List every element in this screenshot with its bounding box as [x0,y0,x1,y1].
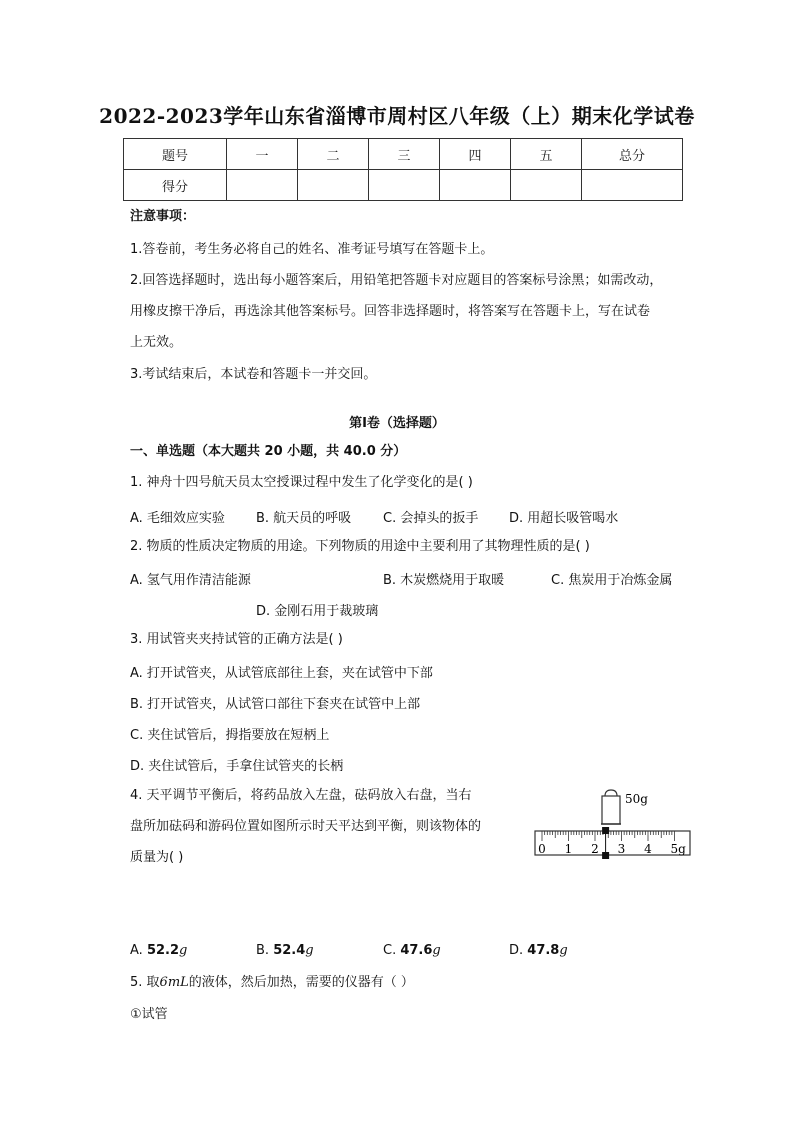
q1-option-c[interactable]: C. 会掉头的扳手 [383,511,479,526]
q4-option-d-unit: g [559,943,568,958]
score-header-cell: 四 [440,139,511,170]
q5-stem-suffix: 的液体，然后加热，需要的仪器有（ ） [188,975,414,990]
notes-heading: 注意事项： [130,209,196,224]
q3-option-c[interactable]: C. 夹住试管后，拇指要放在短柄上 [130,728,330,743]
score-cell[interactable] [511,170,582,201]
q3-option-b[interactable]: B. 打开试管夹，从试管口部往下套夹在试管中上部 [130,697,421,712]
q5-stem-amount: 6mL [159,975,189,990]
weight-label: 50g [625,792,648,806]
score-cell[interactable] [440,170,511,201]
score-header-cell: 总分 [582,139,683,170]
q5-stem-prefix: 5. 取 [130,975,160,990]
q5-item: ①试管 [130,1007,168,1022]
q2-option-c[interactable]: C. 焦炭用于冶炼金属 [551,573,673,588]
part-heading: 一、单选题（本大题共 20 小题，共 40.0 分） [130,444,407,459]
beam-label: 4 [644,842,652,856]
score-table-header-row [124,139,683,170]
notes-line: 2.回答选择题时，选出每小题答案后，用铅笔把答题卡对应题目的答案标号涂黑；如需改动， [130,273,663,288]
q4-option-b[interactable] [256,943,314,958]
weight-icon [601,790,621,824]
score-cell[interactable] [369,170,440,201]
q3-option-a[interactable]: A. 打开试管夹，从试管底部往上套，夹在试管中下部 [130,666,433,681]
score-header-cell: 五 [511,139,582,170]
score-table [123,138,683,201]
score-cell[interactable] [298,170,369,201]
q1-option-a[interactable]: A. 毛细效应实验 [130,511,225,526]
q4-option-a-unit: g [179,943,188,958]
question-4-stem-line: 4. 天平调节平衡后，将药品放入左盘，砝码放入右盘，当右 [130,788,472,803]
q4-option-d[interactable] [509,943,568,958]
notes-line: 1.答卷前，考生务必将自己的姓名、准考证号填写在答题卡上。 [130,242,494,257]
q2-option-a[interactable]: A. 氢气用作清洁能源 [130,573,251,588]
q4-option-c-unit: g [432,943,441,958]
q4-option-b-prefix: B. [256,943,274,958]
score-table-score-row [124,170,683,201]
q1-option-d[interactable]: D. 用超长吸管喝水 [509,511,619,526]
q4-option-b-unit: g [305,943,314,958]
q4-option-b-value: 52.4 [273,943,306,958]
question-3-stem: 3. 用试管夹夹持试管的正确方法是( ) [130,632,343,647]
q1-option-b[interactable]: B. 航天员的呼吸 [256,511,352,526]
question-4-stem-line: 盘所加砝码和游码位置如图所示时天平达到平衡，则该物体的 [130,819,482,834]
score-cell[interactable] [582,170,683,201]
q4-option-d-prefix: D. [509,943,528,958]
question-2-stem: 2. 物质的性质决定物质的用途。下列物质的用途中主要利用了其物理性质的是( ) [130,539,590,554]
notes-line: 用橡皮擦干净后，再选涂其他答案标号。回答非选择题时，将答案写在答题卡上，写在试卷 [130,304,651,319]
score-header-cell: 题号 [124,139,227,170]
beam-label: 5g [670,842,686,856]
score-row-label: 得分 [124,170,227,201]
beam-label: 1 [564,842,573,856]
q4-option-a[interactable] [130,943,187,958]
beam-label: 3 [617,842,626,856]
score-header-cell: 二 [298,139,369,170]
question-1-stem: 1. 神舟十四号航天员太空授课过程中发生了化学变化的是( ) [130,475,473,490]
q2-option-b[interactable]: B. 木炭燃烧用于取暖 [383,573,505,588]
score-cell[interactable] [227,170,298,201]
q3-option-d[interactable]: D. 夹住试管后，手拿住试管夹的长柄 [130,759,344,774]
q4-option-c-prefix: C. [383,943,401,958]
beam-label: 2 [591,842,599,856]
score-header-cell: 三 [369,139,440,170]
exam-title: 2022-2023学年山东省淄博市周村区八年级（上）期末化学试卷 [99,104,695,128]
section-title: 第Ⅰ卷（选择题） [349,416,445,431]
q4-option-a-value: 52.2 [146,943,180,958]
question-5-stem [130,974,414,992]
q4-option-c[interactable] [383,943,441,958]
question-4-stem-line: 质量为( ) [130,850,184,865]
notes-line: 上无效。 [130,335,183,350]
q4-option-d-value: 47.8 [527,943,560,958]
q4-option-c-value: 47.6 [400,943,433,958]
q4-option-a-prefix: A. [130,943,147,958]
balance-scale-figure [525,782,695,868]
q2-option-d[interactable]: D. 金刚石用于裁玻璃 [256,604,379,619]
score-header-cell: 一 [227,139,298,170]
beam-label: 0 [538,842,546,856]
notes-line: 3.考试结束后，本试卷和答题卡一并交回。 [130,367,377,382]
